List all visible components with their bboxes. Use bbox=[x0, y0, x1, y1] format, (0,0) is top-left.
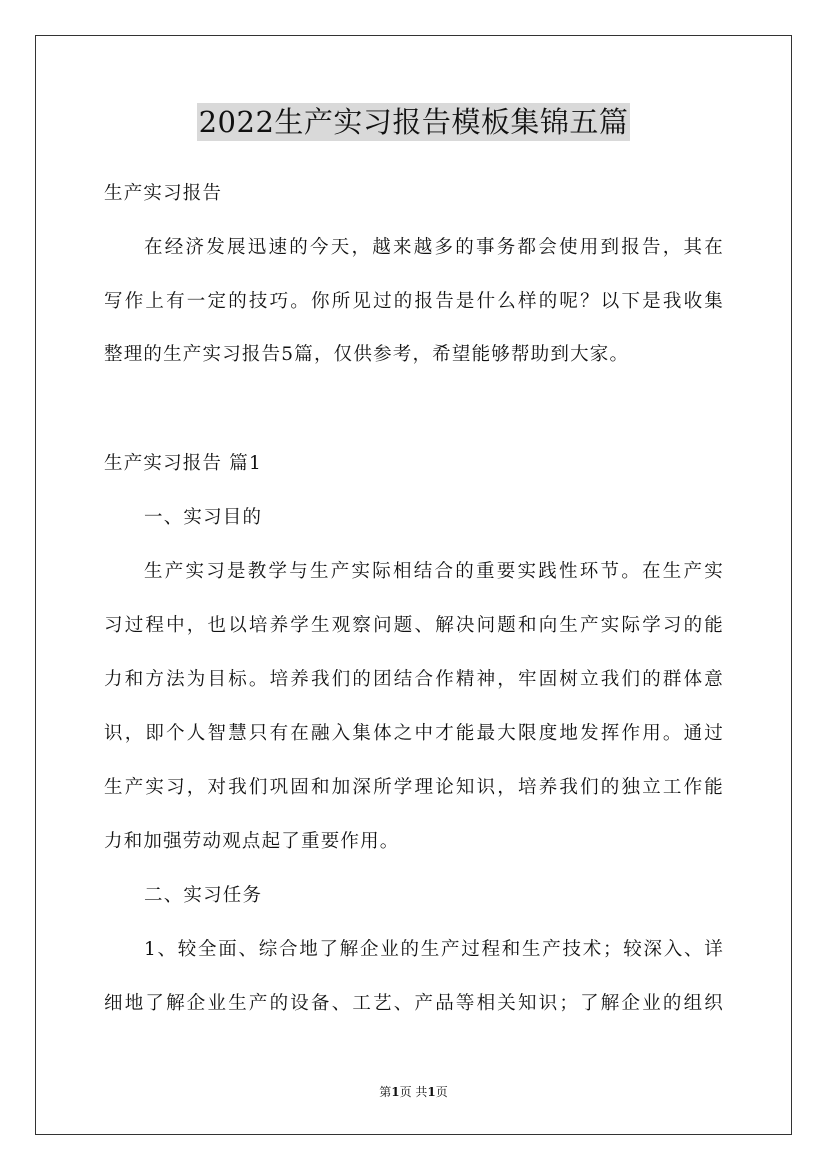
paragraph-line: 细地了解企业生产的设备、工艺、产品等相关知识；了解企业的组织 bbox=[104, 993, 724, 1014]
paragraph-line: 在经济发展迅速的今天，越来越多的事务都会使用到报告，其在 bbox=[144, 237, 724, 258]
paragraph-line: 习过程中，也以培养学生观察问题、解决问题和向生产实际学习的能 bbox=[104, 615, 724, 636]
section-heading: 生产实习报告 bbox=[104, 183, 223, 204]
paragraph-line: 力和方法为目标。培养我们的团结合作精神，牢固树立我们的群体意 bbox=[104, 669, 724, 690]
footer-page-number: 1 bbox=[391, 1085, 400, 1099]
document-title: 2022生产实习报告模板集锦五篇 bbox=[198, 105, 629, 139]
footer-page-total: 1 bbox=[427, 1085, 436, 1099]
paragraph-line: 力和加强劳动观点起了重要作用。 bbox=[104, 831, 400, 852]
paragraph-line: 1、较全面、综合地了解企业的生产过程和生产技术；较深入、详 bbox=[144, 939, 724, 960]
footer-page-prefix: 第 bbox=[379, 1085, 392, 1099]
subsection-heading: 一、实习目的 bbox=[144, 507, 263, 528]
title-container bbox=[0, 103, 827, 141]
paragraph-line: 识，即个人智慧只有在融入集体之中才能最大限度地发挥作用。通过 bbox=[104, 723, 724, 744]
paragraph-line: 生产实习是教学与生产实际相结合的重要实践性环节。在生产实 bbox=[144, 561, 724, 582]
footer-page-suffix: 页 bbox=[435, 1085, 448, 1099]
paragraph-line: 写作上有一定的技巧。你所见过的报告是什么样的呢？以下是我收集 bbox=[104, 291, 724, 312]
subsection-heading: 二、实习任务 bbox=[144, 885, 263, 906]
footer-page-mid: 页 共 bbox=[399, 1085, 428, 1099]
paragraph-line: 整理的生产实习报告5篇，仅供参考，希望能够帮助到大家。 bbox=[104, 344, 630, 365]
page-footer bbox=[0, 1084, 827, 1100]
section-heading: 生产实习报告 篇1 bbox=[104, 453, 262, 474]
paragraph-line: 生产实习，对我们巩固和加深所学理论知识，培养我们的独立工作能 bbox=[104, 777, 724, 798]
